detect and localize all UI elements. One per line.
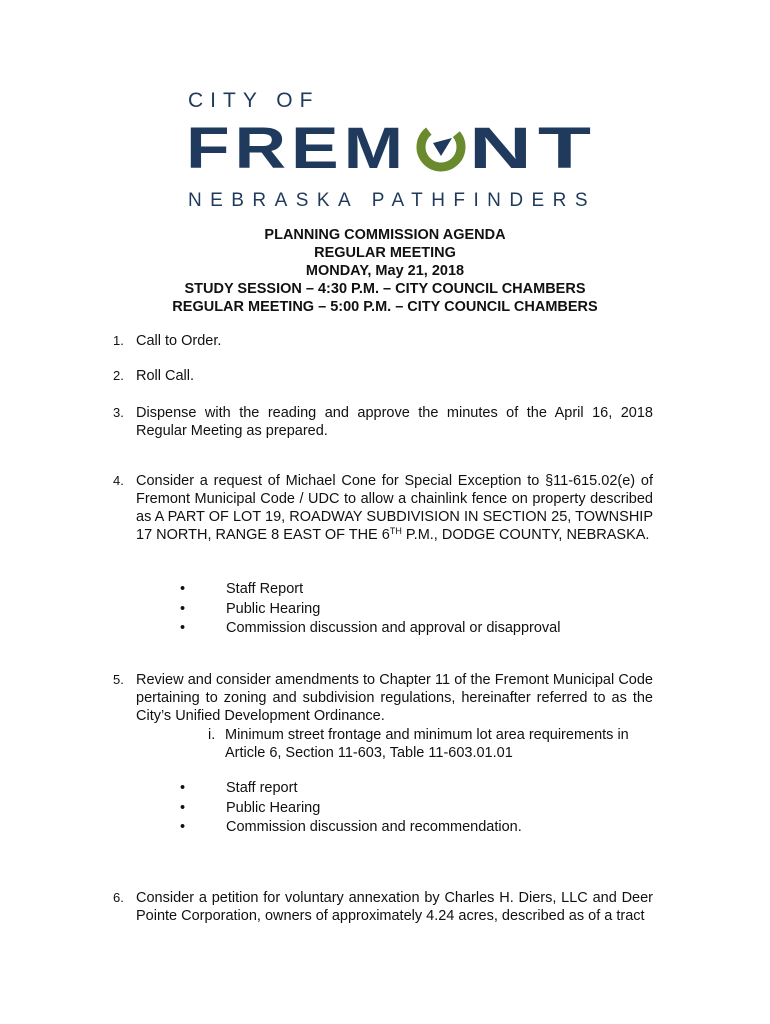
agenda-item-3 [113, 404, 653, 440]
meeting-type: REGULAR MEETING [314, 245, 456, 261]
item-number: 2. [113, 368, 124, 383]
ordinal-superscript: TH [389, 526, 402, 536]
item-number: 3. [113, 405, 124, 420]
agenda-item-6 [113, 889, 653, 925]
bullet-item: • Staff Report [180, 580, 600, 600]
bullet-icon: • [180, 780, 186, 796]
meeting-date: MONDAY, May 21, 2018 [305, 263, 465, 279]
agenda-title: PLANNING COMMISSION AGENDA [264, 227, 506, 243]
agenda-item-1 [113, 332, 653, 350]
logo-tagline: NEBRASKA PATHFINDERS [188, 190, 596, 211]
agenda-header [0, 226, 770, 316]
item-5-subpoint: i. Minimum street frontage and minimum lot area requirements in Article 6, Section 11-603, Table 11-603.01.01 [208, 727, 629, 761]
regular-meeting-time: REGULAR MEETING – 5:00 P.M. – CITY COUNCIL CHAMBERS [172, 299, 598, 315]
subpoint-marker: i. [208, 727, 216, 743]
bullet-item: • Commission discussion and approval or disapproval [180, 619, 600, 639]
logo-o-mark [413, 119, 469, 175]
item-number: 5. [113, 672, 124, 687]
item-text: Review and consider amendments to Chapter 11 of the Fremont Municipal Code pertaining to zoning and subdivision regulations, hereinafter referred to as the City’s Unified Development Ordinance. [136, 672, 653, 724]
bullet-icon: • [180, 581, 186, 597]
logo-name-part1: FREM [186, 116, 408, 181]
agenda-item-4 [113, 472, 653, 544]
agenda-item-2 [113, 367, 653, 385]
bullet-item: • Staff report [180, 779, 600, 799]
agenda-item-5 [113, 671, 653, 725]
item-text: Dispense with the reading and approve the minutes of the April 16, 2018 Regular Meeting as prepared. [136, 405, 653, 439]
item-text: Consider a request of Michael Cone for Special Exception to §11-615.02(e) of Fremont Municipal Code / UDC to allow a chainlink fence on property described as A PART OF LOT 19, ROADWAY SUBDIVISION IN SECTION 25, TOWNSHIP 17 NORTH, RANGE 8 EAST OF THE 6TH P.M., DODGE COUNTY, NEBRASKA. [136, 473, 653, 543]
item-4-bullet-list [180, 580, 600, 639]
bullet-icon: • [180, 819, 186, 835]
logo-city-of: CITY OF [188, 89, 320, 112]
logo-name-part2: NT [469, 116, 597, 181]
bullet-item: • Public Hearing [180, 799, 600, 819]
bullet-item: • Commission discussion and recommendation. [180, 818, 600, 838]
study-session-time: STUDY SESSION – 4:30 P.M. – CITY COUNCIL CHAMBERS [184, 281, 586, 297]
item-text: Call to Order. [136, 333, 222, 349]
item-number: 6. [113, 890, 124, 905]
item-5-bullet-list [180, 779, 600, 838]
bullet-item: • Public Hearing [180, 600, 600, 620]
city-logo [186, 88, 606, 213]
bullet-icon: • [180, 799, 186, 816]
item-number: 1. [113, 333, 124, 348]
item-text: Roll Call. [136, 368, 195, 384]
bullet-icon: • [180, 600, 186, 617]
bullet-icon: • [180, 620, 186, 636]
item-text: Consider a petition for voluntary annexation by Charles H. Diers, LLC and Deer Pointe Corporation, owners of approximately 4.24 acres, described as of a tract [136, 890, 653, 924]
item-number: 4. [113, 473, 124, 488]
